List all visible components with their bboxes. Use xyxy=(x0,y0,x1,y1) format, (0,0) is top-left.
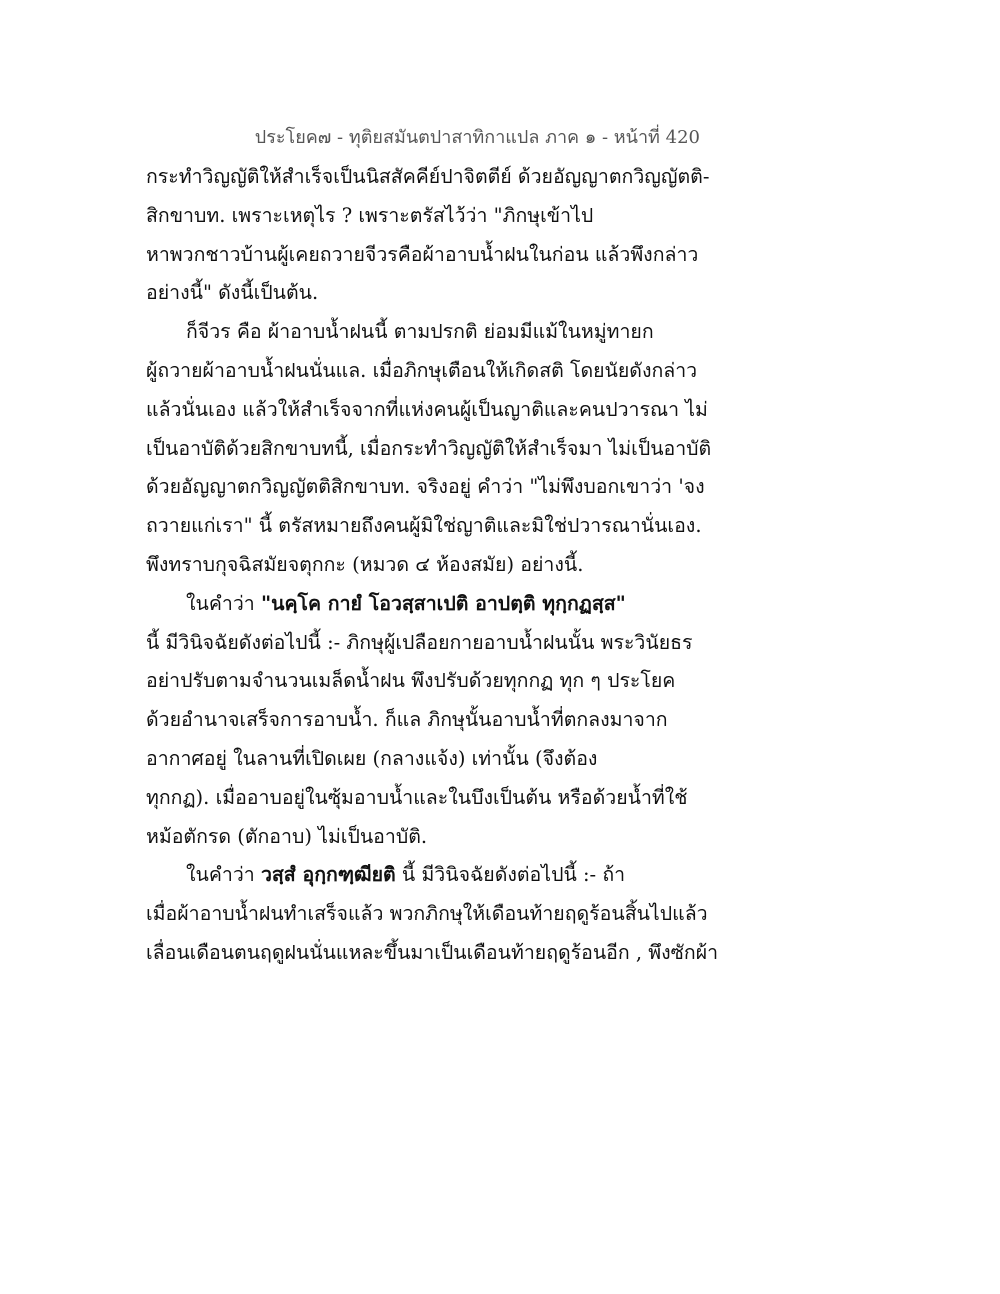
text-line: ทุกกฏ). เมื่ออาบอยู่ในซุ้มอาบน้ำและในบึงเป็นต้น หรือด้วยน้ำที่ใช้ xyxy=(146,785,688,809)
text-line: หม้อตักรด (ตักอาบ) ไม่เป็นอาบัติ. xyxy=(146,824,428,848)
quote-line xyxy=(146,585,706,624)
text-line: กระทำวิญญัติให้สำเร็จเป็นนิสสัคคีย์ปาจิตตีย์ ด้วยอัญญาตกวิญญัตติ- xyxy=(146,165,710,188)
text-line: สิกขาบท. เพราะเหตุไร ? เพราะตรัสไว้ว่า "ภิกษุเข้าไป xyxy=(146,203,594,227)
text-line: ผู้ถวายผ้าอาบน้ำฝนนั่นแล. เมื่อภิกษุเตือนให้เกิดสติ โดยนัยดังกล่าว xyxy=(146,358,698,382)
body-text xyxy=(146,158,719,973)
text-line: อากาศอยู่ ในลานที่เปิดเผย (กลางแจ้ง) เท่านั้น (จึงต้อง xyxy=(146,746,598,770)
quote-suffix: นี้ มีวินิจฉัยดังต่อไปนี้ :- ถ้า xyxy=(395,863,626,887)
quote-prefix: ในคำว่า xyxy=(186,591,261,615)
paragraph-start-line: ก็จีวร คือ ผ้าอาบน้ำฝนนี้ ตามปรกติ ย่อมมีแม้ในหมู่ทายก xyxy=(186,320,654,344)
text-line: อย่างนี้" ดังนี้เป็นต้น. xyxy=(146,281,319,305)
text-line: อย่าปรับตามจำนวนเมล็ดน้ำฝน พึงปรับด้วยทุกกฏ ทุก ๆ ประโยค xyxy=(146,669,676,693)
text-line: พึงทราบกุจฉิสมัยจตุกกะ (หมวด ๔ ห้องสมัย) อย่างนี้. xyxy=(146,552,584,576)
pali-term: "นคฺโค กายํ โอวสฺสาเปติ อาปตฺติ ทุกฺกฏสฺส" xyxy=(260,591,626,615)
text-line: หาพวกชาวบ้านผู้เคยถวายจีวรคือผ้าอาบน้ำฝนในก่อน แล้วพึงกล่าว xyxy=(146,242,699,266)
text-line: นี้ มีวินิจฉัยดังต่อไปนี้ :- ภิกษุผู้เปลือยกายอาบน้ำฝนนั้น พระวินัยธร xyxy=(146,630,693,654)
running-header: ประโยค๗ - ทุติยสมันตปาสาทิกาแปล ภาค ๑ - หน้าที่ 420 xyxy=(254,127,700,148)
text-line: ด้วยอัญญาตกวิญญัตติสิกขาบท. จริงอยู่ คำว่า "ไม่พึงบอกเขาว่า 'จง xyxy=(146,475,705,499)
text-line: ด้วยอำนาจเสร็จการอาบน้ำ. ก็แล ภิกษุนั้นอาบน้ำที่ตกลงมาจาก xyxy=(146,708,668,732)
text-line: เป็นอาบัติด้วยสิกขาบทนี้, เมื่อกระทำวิญญัติให้สำเร็จมา ไม่เป็นอาบัติ xyxy=(146,436,712,460)
text-line: เมื่อผ้าอาบน้ำฝนทำเสร็จแล้ว พวกภิกษุให้เดือนท้ายฤดูร้อนสิ้นไปแล้ว xyxy=(146,902,708,926)
quote-prefix: ในคำว่า xyxy=(186,863,261,887)
text-line: เลื่อนเดือนตนฤดูฝนนั่นแหละขึ้นมาเป็นเดือนท้ายฤดูร้อนอีก , พึงซักผ้า xyxy=(146,940,719,964)
pali-term: วสฺสํ อุกฺกฑฺฒียติ xyxy=(260,863,396,887)
text-line: แล้วนั่นเอง แล้วให้สำเร็จจากที่แห่งคนผู้เป็นญาติและคนปวารณา ไม่ xyxy=(146,397,708,421)
quote-line xyxy=(146,856,706,895)
text-line: ถวายแก่เรา" นี้ ตรัสหมายถึงคนผู้มิใช่ญาติและมิใช่ปวารณานั่นเอง. xyxy=(146,514,702,538)
